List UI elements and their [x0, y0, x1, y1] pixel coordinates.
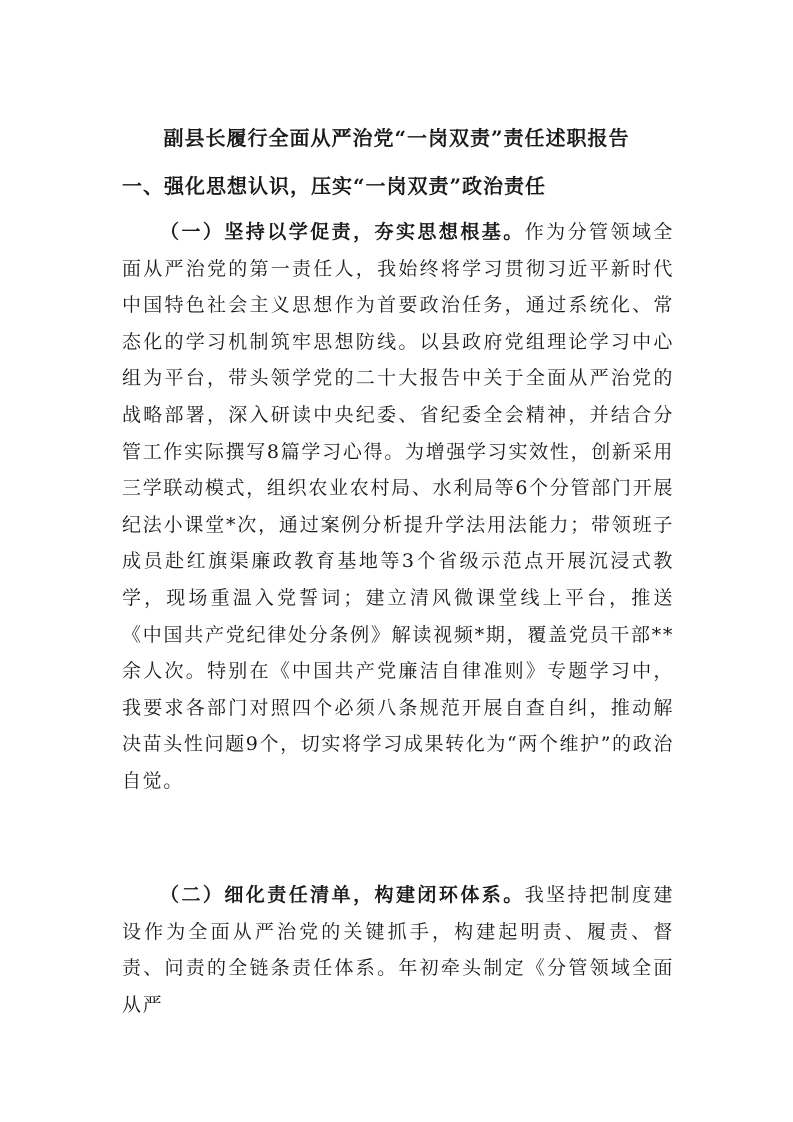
paragraph-1-text: 作为分管领域全面从严治党的第一责任人，我始终将学习贯彻习近平新时代中国特色社会主义思想作为首要政治任务，通过系统化、常态化的学习机制筑牢思想防线。以县政府党组理论学习中心组为平台，带头领学党的二十大报告中关于全面从严治党的战略部署，深入研读中央纪委、省纪委全会精神，并结合分管工作实际撰写8篇学习心得。为增强学习实效性，创新采用三学联动模式，组织农业农村局、水利局等6个分管部门开展纪法小课堂*次，通过案例分析提升学法用法能力；带领班子成员赴红旗渠廉政教育基地等3个省级示范点开展沉浸式教学，现场重温入党誓词；建立清风微课堂线上平台，推送《中国共产党纪律处分条例》解读视频*期，覆盖党员干部**余人次。特别在《中国共产党廉洁自律准则》专题学习中，我要求各部门对照四个必须八条规范开展自查自纠，推动解决苗头性问题9个，切实将学习成果转化为“两个维护”的政治自觉。 [122, 221, 674, 792]
paragraph-2-subheading: （二）细化责任清单，构建闭环体系。 [160, 884, 525, 906]
paragraph-2 [122, 877, 674, 1023]
section-heading-1: 一、强化思想认识，压实“一岗双责”政治责任 [122, 174, 547, 198]
paragraph-1-subheading: （一）坚持以学促责，夯实思想根基。 [160, 221, 525, 243]
paragraph-1 [122, 214, 674, 800]
paragraph-2-text: 我坚持把制度建设作为全面从严治党的关键抓手，构建起明责、履责、督责、问责的全链条责任体系。年初牵头制定《分管领域全面从严 [122, 884, 674, 1016]
document-title: 副县长履行全面从严治党“一岗双责”责任述职报告 [163, 126, 630, 150]
